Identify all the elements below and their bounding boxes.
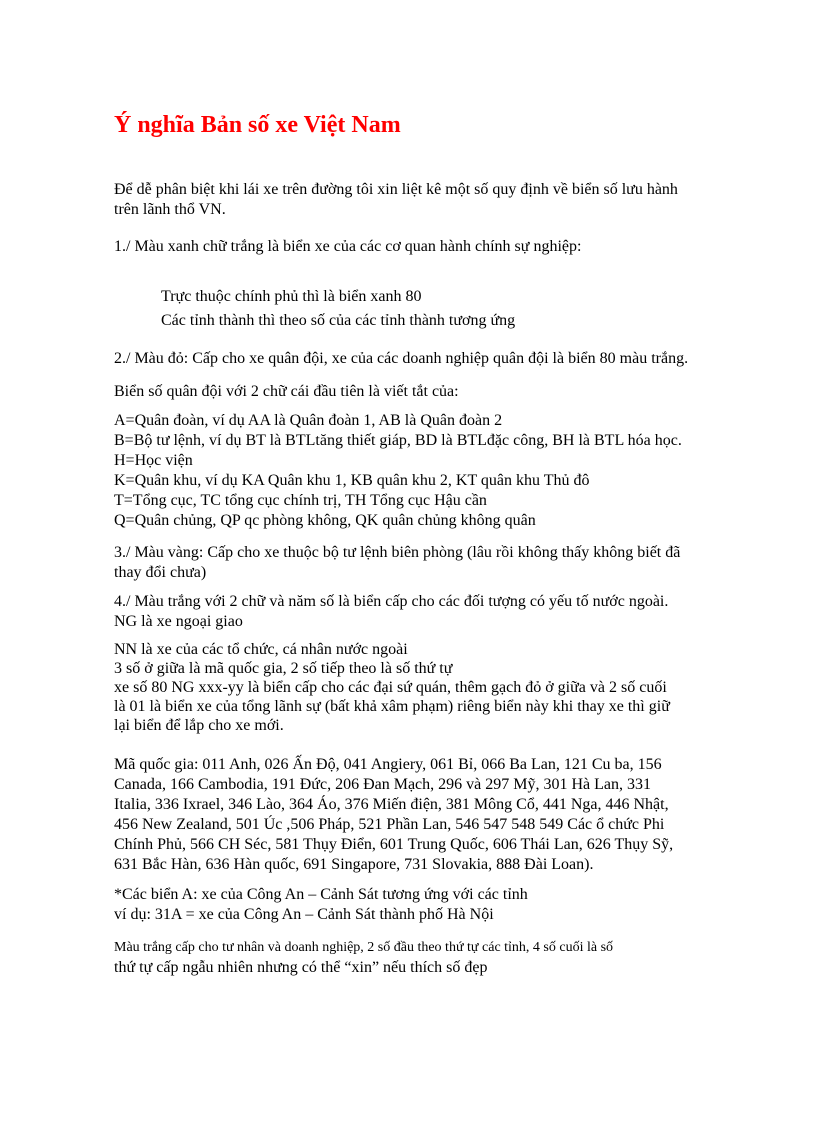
section4-detail-3: xe số 80 NG xxx-yy là biển cấp cho các đại sứ quán, thêm gạch đỏ ở giữa và 2 số cuối bbox=[114, 679, 667, 696]
section3-line-2: thay đổi chưa) bbox=[114, 564, 207, 581]
section1-item-2: Các tỉnh thành thì theo số của các tỉnh thành tương ứng bbox=[161, 312, 516, 329]
section4-detail-1: NN là xe của các tổ chức, cá nhân nước ngoài bbox=[114, 641, 408, 658]
section4-line-1: 4./ Màu trắng với 2 chữ và năm số là biển cấp cho các đối tượng có yếu tố nước ngoài. bbox=[114, 593, 669, 610]
country-codes-line-6: 631 Bắc Hàn, 636 Hàn quốc, 691 Singapore, 731 Slovakia, 888 Đài Loan). bbox=[114, 856, 594, 873]
section4-detail-5: lại biển để lắp cho xe mới. bbox=[114, 717, 284, 734]
section2-line-k: K=Quân khu, ví dụ KA Quân khu 1, KB quân khu 2, KT quân khu Thủ đô bbox=[114, 472, 590, 489]
section1-heading: 1./ Màu xanh chữ trắng là biển xe của các cơ quan hành chính sự nghiệp: bbox=[114, 238, 582, 255]
section4-detail-2: 3 số ở giữa là mã quốc gia, 2 số tiếp theo là số thứ tự bbox=[114, 660, 453, 677]
intro-line-1: Để dễ phân biệt khi lái xe trên đường tôi xin liệt kê một số quy định về biển số lưu hành bbox=[114, 181, 678, 198]
section4-detail-4: là 01 là biển xe của tổng lãnh sự (bất khả xâm phạm) riêng biển này khi thay xe thì giữ bbox=[114, 698, 670, 715]
section1-item-1: Trực thuộc chính phủ thì là biển xanh 80 bbox=[161, 288, 422, 305]
police-line-1: *Các biển A: xe của Công An – Cảnh Sát tương ứng với các tỉnh bbox=[114, 886, 528, 903]
private-line-1: Màu trắng cấp cho tư nhân và doanh nghiệp, 2 số đầu theo thứ tự các tỉnh, 4 số cuối là số bbox=[114, 940, 614, 955]
country-codes-line-2: Canada, 166 Cambodia, 191 Đức, 206 Đan Mạch, 296 và 297 Mỹ, 301 Hà Lan, 331 bbox=[114, 776, 652, 793]
section2-line-a: A=Quân đoàn, ví dụ AA là Quân đoàn 1, AB là Quân đoàn 2 bbox=[114, 412, 503, 429]
country-codes-line-5: Chính Phủ, 566 CH Séc, 581 Thụy Điển, 601 Trung Quốc, 606 Thái Lan, 626 Thụy Sỹ, bbox=[114, 836, 674, 853]
page-title: Ý nghĩa Bản số xe Việt Nam bbox=[114, 112, 401, 138]
section2-line-b: B=Bộ tư lệnh, ví dụ BT là BTLtăng thiết giáp, BD là BTLđặc công, BH là BTL hóa học. bbox=[114, 432, 682, 449]
section2-line-h: H=Học viện bbox=[114, 452, 193, 469]
police-line-2: ví dụ: 31A = xe của Công An – Cảnh Sát thành phố Hà Nội bbox=[114, 906, 494, 923]
section2-line-q: Q=Quân chủng, QP qc phòng không, QK quân chủng không quân bbox=[114, 512, 536, 529]
section2-line-t: T=Tổng cục, TC tổng cục chính trị, TH Tổng cục Hậu cần bbox=[114, 492, 487, 509]
section4-line-2: NG là xe ngoại giao bbox=[114, 613, 243, 630]
section3-line-1: 3./ Màu vàng: Cấp cho xe thuộc bộ tư lệnh biên phòng (lâu rồi không thấy không biết đã bbox=[114, 544, 681, 561]
country-codes-line-4: 456 New Zealand, 501 Úc ,506 Pháp, 521 Phần Lan, 546 547 548 549 Các ổ chức Phi bbox=[114, 816, 665, 833]
section2-subheading: Biển số quân đội với 2 chữ cái đầu tiên là viết tắt của: bbox=[114, 383, 459, 400]
country-codes-line-1: Mã quốc gia: 011 Anh, 026 Ấn Độ, 041 Angiery, 061 Bỉ, 066 Ba Lan, 121 Cu ba, 156 bbox=[114, 756, 662, 773]
intro-line-2: trên lãnh thổ VN. bbox=[114, 201, 226, 218]
section2-heading: 2./ Màu đỏ: Cấp cho xe quân đội, xe của các doanh nghiệp quân đội là biển 80 màu trắng. bbox=[114, 350, 689, 367]
private-line-2: thứ tự cấp ngẫu nhiên nhưng có thể “xin” nếu thích số đẹp bbox=[114, 959, 488, 976]
country-codes-line-3: Italia, 336 Ixrael, 346 Lào, 364 Áo, 376 Miến điện, 381 Mông Cổ, 441 Nga, 446 Nhật, bbox=[114, 796, 669, 813]
